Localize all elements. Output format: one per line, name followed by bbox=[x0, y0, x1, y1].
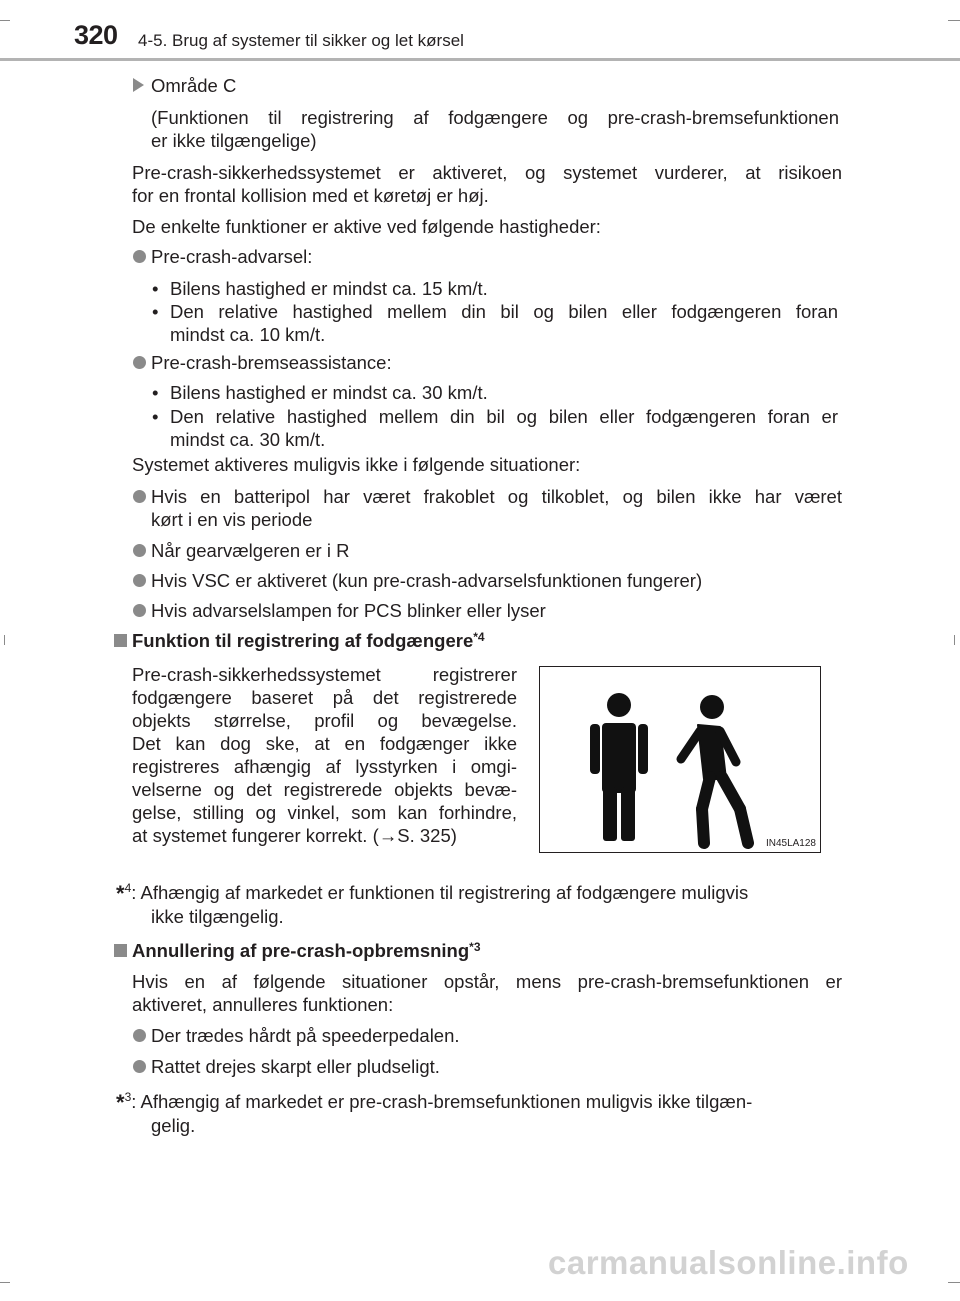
triangle-bullet-icon bbox=[133, 78, 144, 92]
crop-mark bbox=[0, 1282, 10, 1283]
speeds-intro: De enkelte funktioner er aktive ved følgende hastigheder: bbox=[132, 216, 601, 237]
brake-assist-item2-line2: mindst ca. 30 km/t. bbox=[170, 429, 326, 450]
warning-item1: Bilens hastighed er mindst ca. 15 km/t. bbox=[170, 278, 488, 299]
warning-label: Pre-crash-advarsel: bbox=[151, 246, 313, 267]
header-divider bbox=[0, 58, 960, 61]
footnote-star: * bbox=[116, 881, 125, 906]
cancel-heading: Annullering af pre-crash-opbremsning$^{*3}$ bbox=[132, 940, 481, 961]
area-c-heading: Område C bbox=[151, 75, 237, 96]
not-activated-item1-line1: Hvis en batteripol har været frakoblet og tilkoblet, og bilen ikke har været bbox=[151, 486, 842, 507]
area-c-note-line1: (Funktionen til registrering af fodgængere og pre-crash-bremsefunktionen bbox=[151, 107, 839, 128]
standing-person-icon bbox=[590, 693, 648, 841]
not-activated-intro: Systemet aktiveres muligvis ikke i følgende situationer: bbox=[132, 454, 581, 475]
pedestrian-line: gelse, stilling og vinkel, som kan forhindre, bbox=[132, 802, 517, 823]
crop-mark bbox=[948, 1282, 960, 1283]
cancel-intro-line1: Hvis en af følgende situationer opstår, mens pre-crash-bremsefunktionen er bbox=[132, 971, 842, 992]
footnote-4-line2: ikke tilgængelig. bbox=[151, 906, 284, 927]
watermark: carmanualsonline.info bbox=[548, 1244, 909, 1281]
square-bullet-icon bbox=[114, 634, 127, 647]
pedestrian-illustration bbox=[540, 667, 820, 852]
pedestrian-heading: Funktion til registrering af fodgængere$^{*4}$ bbox=[132, 630, 485, 651]
pedestrian-line: objekts størrelse, profil og bevægelse. bbox=[132, 710, 517, 731]
not-activated-item1-line2: kørt i en vis periode bbox=[151, 509, 313, 530]
small-bullet-icon: • bbox=[152, 406, 159, 427]
pedestrian-line: at systemet fungerer korrekt. (→S. 325) bbox=[132, 825, 457, 846]
crop-mark bbox=[4, 635, 5, 645]
page-number: 320 bbox=[74, 20, 118, 50]
not-activated-item4: Hvis advarselslampen for PCS blinker eller lyser bbox=[151, 600, 546, 621]
footnote-star: * bbox=[116, 1090, 125, 1115]
cancel-intro-line2: aktiveret, annulleres funktionen: bbox=[132, 994, 394, 1015]
walking-person-icon bbox=[681, 695, 748, 843]
warning-item2-line2: mindst ca. 10 km/t. bbox=[170, 324, 326, 345]
cancel-item1: Der trædes hårdt på speederpedalen. bbox=[151, 1025, 460, 1046]
pedestrian-line: Det kan dog ske, at en fodgænger ikke bbox=[132, 733, 517, 754]
brake-assist-item2-line1: Den relative hastighed mellem din bil og bilen eller fodgængeren foran er bbox=[170, 406, 838, 427]
circle-bullet-icon bbox=[133, 1060, 146, 1073]
area-c-note-line2: er ikke tilgængelige) bbox=[151, 130, 317, 151]
section-title: 4-5. Brug af systemer til sikker og let kørsel bbox=[138, 31, 464, 50]
circle-bullet-icon bbox=[133, 574, 146, 587]
small-bullet-icon: • bbox=[152, 382, 159, 403]
crop-mark bbox=[0, 20, 10, 21]
circle-bullet-icon bbox=[133, 1029, 146, 1042]
pedestrian-line: Pre-crash-sikkerhedssystemet registrerer bbox=[132, 664, 517, 685]
pedestrian-paragraph bbox=[132, 663, 517, 847]
circle-bullet-icon bbox=[133, 356, 146, 369]
pedestrian-line: velserne og det registrerede objekts bevæ- bbox=[132, 779, 517, 800]
small-bullet-icon: • bbox=[152, 301, 159, 322]
footnote-4-mark: 4 bbox=[124, 881, 132, 895]
crop-mark bbox=[954, 635, 955, 645]
paragraph-1-line1: Pre-crash-sikkerhedssystemet er aktiveret, og systemet vurderer, at risikoen bbox=[132, 162, 842, 183]
crop-mark bbox=[948, 20, 960, 21]
brake-assist-label: Pre-crash-bremseassistance: bbox=[151, 352, 392, 373]
pedestrian-line: fodgængere baseret på det registrerede bbox=[132, 687, 517, 708]
pedestrian-figure bbox=[539, 666, 821, 853]
cancel-heading-footnote: *3 bbox=[469, 940, 481, 954]
footnote-3-mark: 3 bbox=[124, 1090, 132, 1104]
cancel-item2: Rattet drejes skarpt eller pludseligt. bbox=[151, 1056, 440, 1077]
pedestrian-line: registreres afhængig af lysstyrken i omgi- bbox=[132, 756, 517, 777]
footnote-3-line2: gelig. bbox=[151, 1115, 196, 1136]
small-bullet-icon: • bbox=[152, 278, 159, 299]
pedestrian-heading-footnote: *4 bbox=[473, 630, 485, 644]
brake-assist-item1: Bilens hastighed er mindst ca. 30 km/t. bbox=[170, 382, 488, 403]
square-bullet-icon bbox=[114, 944, 127, 957]
figure-code: IN45LA128 bbox=[765, 838, 816, 849]
footnote-3-line1: *$^3$: Afhængig af markedet er pre-crash-bremsefunktionen muligvis ikke tilgæn- bbox=[116, 1090, 753, 1115]
not-activated-item3: Hvis VSC er aktiveret (kun pre-crash-advarselsfunktionen fungerer) bbox=[151, 570, 703, 591]
circle-bullet-icon bbox=[133, 544, 146, 557]
warning-item2-line1: Den relative hastighed mellem din bil og bilen eller fodgængeren foran bbox=[170, 301, 838, 322]
circle-bullet-icon bbox=[133, 490, 146, 503]
circle-bullet-icon bbox=[133, 604, 146, 617]
not-activated-item2: Når gearvælgeren er i R bbox=[151, 540, 350, 561]
footnote-4-line1: *$^4$: Afhængig af markedet er funktionen til registrering af fodgængere muligvis bbox=[116, 881, 749, 906]
paragraph-1-line2: for en frontal kollision med et køretøj er høj. bbox=[132, 185, 489, 206]
circle-bullet-icon bbox=[133, 250, 146, 263]
